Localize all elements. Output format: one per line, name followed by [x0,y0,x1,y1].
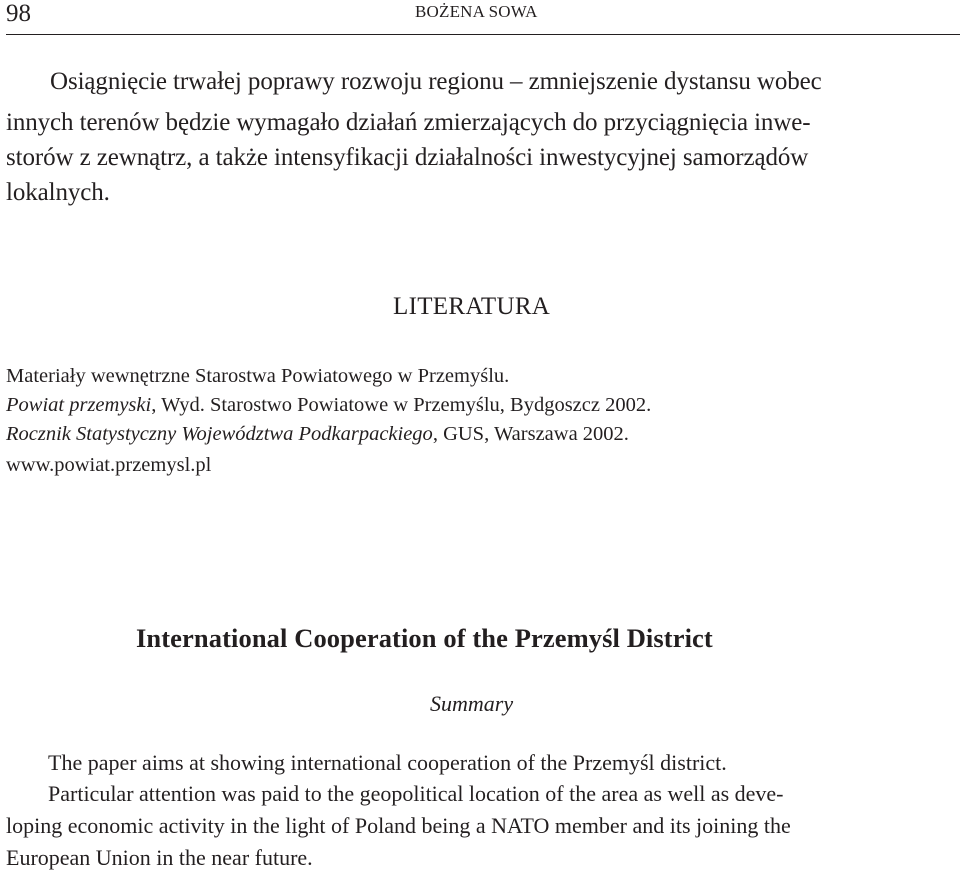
page-number: 98 [6,0,31,27]
running-head-author: BOŻENA SOWA [415,2,538,21]
summary-line: Particular attention was paid to the geopolitical location of the area as well as deve- [48,781,784,806]
paragraph-line: storów z zewnątrz, a także intensyfikacji działalności inwestycyjnej samorządów [6,144,809,171]
reference-title: Rocznik Statystyczny Województwa Podkarpackiego [6,423,433,445]
summary-line: European Union in the near future. [6,845,313,870]
paragraph-line: Osiągnięcie trwałej poprawy rozwoju regionu – zmniejszenie dystansu wobec [50,68,822,95]
summary-line: loping economic activity in the light of Poland being a NATO member and its joining the [6,813,791,838]
reference-text: Materiały wewnętrzne Starostwa Powiatowego w Przemyślu. [6,365,510,387]
header-rule [6,34,960,35]
reference-url: www.powiat.przemysl.pl [6,454,212,476]
reference-item [6,451,211,479]
reference-item [6,362,509,390]
literature-heading: LITERATURA [393,293,551,320]
reference-text: , GUS, Warszawa 2002. [432,423,629,445]
reference-item [6,420,629,448]
paragraph-line: innych terenów będzie wymagało działań zmierzających do przyciągnięcia inwe- [6,109,811,136]
summary-label: Summary [430,691,514,716]
reference-text: , Wyd. Starostwo Powiatowe w Przemyślu, Bydgoszcz 2002. [151,394,652,416]
summary-title: International Cooperation of the Przemyśl District [136,623,713,653]
summary-line: The paper aims at showing international cooperation of the Przemyśl district. [48,750,727,775]
paragraph-line: lokalnych. [6,179,110,206]
reference-title: Powiat przemyski [6,394,152,416]
reference-item [6,391,651,419]
